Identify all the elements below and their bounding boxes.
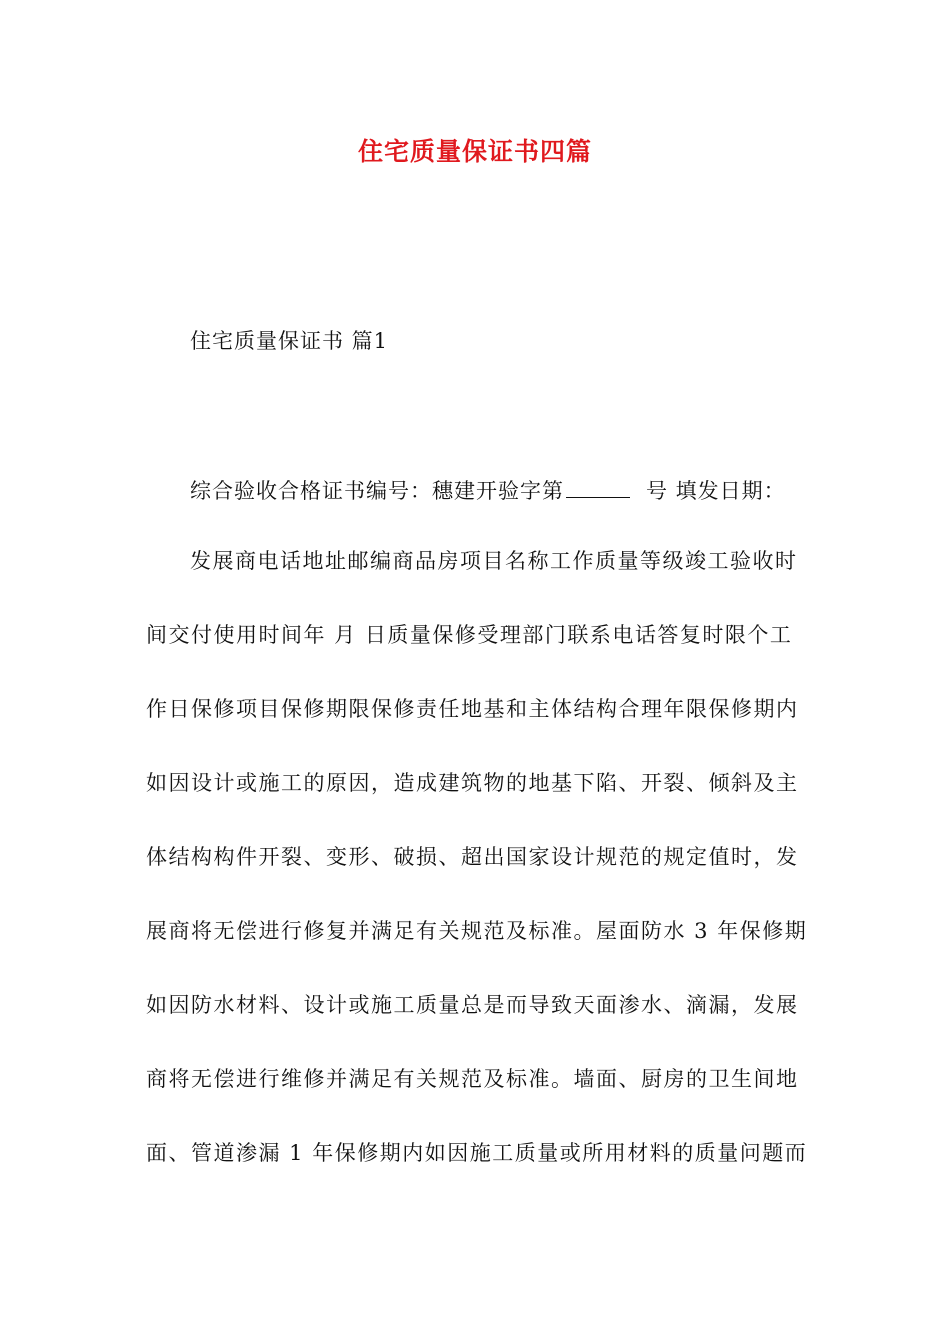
body-line: 商将无偿进行维修并满足有关规范及标准。墙面、厨房的卫生间地 [146,1067,799,1091]
body-line: 展商将无偿进行修复并满足有关规范及标准。屋面防水 3 年保修期 [146,919,808,943]
body-line: 体结构构件开裂、变形、破损、超出国家设计规范的规定值时，发 [146,845,799,869]
issue-date-label: 号 填发日期： [646,479,786,503]
body-line: 面、管道渗漏 1 年保修期内如因施工质量或所用材料的质量问题而 [146,1141,808,1165]
body-line: 间交付使用时间年 月 日质量保修受理部门联系电话答复时限个工 [146,623,793,647]
body-line: 作日保修项目保修期限保修责任地基和主体结构合理年限保修期内 [146,697,799,721]
page-title: 住宅质量保证书四篇 [357,137,592,166]
certificate-number-line [190,474,786,508]
certificate-number-label: 综合验收合格证书编号：穗建开验字第 [190,479,564,503]
certificate-number-blank [566,479,630,498]
section-heading: 住宅质量保证书 篇1 [190,329,389,353]
body-line: 如因防水材料、设计或施工质量总是而导致天面渗水、滴漏，发展 [146,993,799,1017]
body-line: 如因设计或施工的原因，造成建筑物的地基下陷、开裂、倾斜及主 [146,771,799,795]
body-line: 发展商电话地址邮编商品房项目名称工作质量等级竣工验收时 [190,549,798,573]
